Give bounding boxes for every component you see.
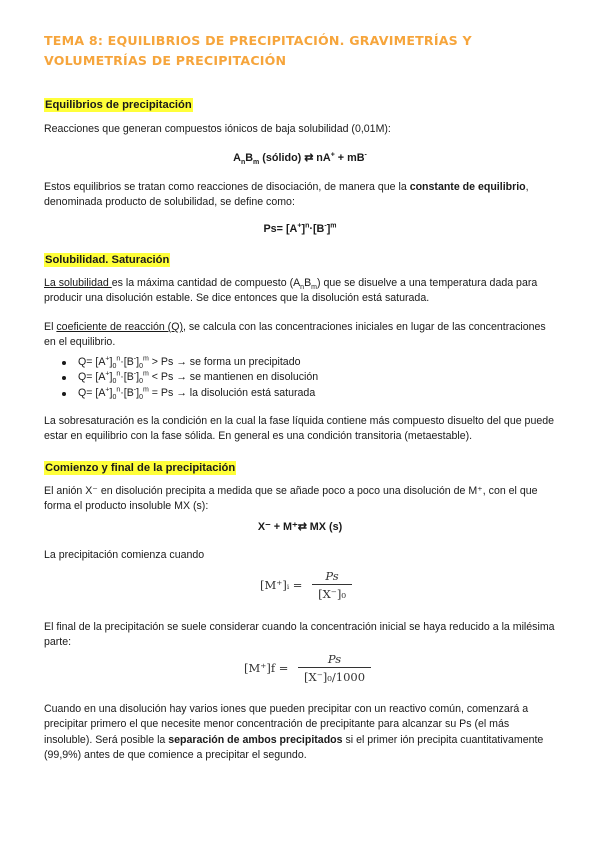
comienzo-paragraph-1: El anión X⁻ en disolución precipita a medida que se añade poco a poco una disolución de M⁺, con el que forma el producto insoluble MX (s):: [44, 485, 538, 513]
comienzo-paragraph-3: El final de la precipitación se suele considerar cuando la concentración inicial se haya reducido a la milésima parte:: [44, 621, 555, 649]
section-heading-comienzo: Comienzo y final de la precipitación: [45, 462, 236, 474]
solubility-product-formula: $Ps= [A^+]^n\cdot[B^-]^m$: [263, 222, 337, 235]
start-precipitation-formula: [M⁺]ᵢ = $\frac{Ps}{\text{[X⁻]₀}}$: [260, 569, 352, 601]
dissociation-reaction: $A_nB_m$ (sólido) ⇄ nA+ + mB-: [233, 151, 367, 167]
solubilidad-paragraph-2: El coeficiente de reacción (Q), se calcula con las concentraciones iniciales en lugar de las concentraciones en el equilibrio.: [44, 321, 546, 349]
list-item: $Q= [A^+]_0^n\cdot[B^-]_0^m > Ps$ → se forma un precipitado: [44, 355, 318, 370]
section-heading-solubilidad: Solubilidad. Saturación: [45, 254, 170, 266]
section-heading-equilibrios: Equilibrios de precipitación: [45, 99, 192, 111]
precipitation-reaction: X⁻ + M⁺⇄ MX (s): [257, 521, 343, 533]
solubilidad-paragraph-1: La solubilidad es la máxima cantidad de compuesto $(A_nB_m)$ que se disuelve a una temperatura dada para producir una disolución estable. Se dice entonces que la disolución está saturada.: [44, 277, 538, 305]
comienzo-paragraph-2: La precipitación comienza cuando: [44, 549, 205, 561]
equilibrios-paragraph-2: Estos equilibrios se tratan como reacciones de disociación, de manera que la constante de equilibrio, denominada producto de solubilidad, se define como:: [44, 181, 529, 209]
end-precipitation-formula: [M⁺]f = $\frac{Ps}{\text{[X⁻]₀/1000}}$: [244, 652, 371, 684]
sobresaturacion-paragraph: La sobresaturación es la condición en la cual la fase líquida contiene más compuesto disuelto del que puede estar en equilibrio con la fase sólida. En general es una condición transitoria (metaestable).: [44, 415, 555, 443]
equilibrios-intro: Reacciones que generan compuestos iónicos de baja solubilidad (0,01M):: [44, 123, 391, 135]
page-title: TEMA 8: EQUILIBRIOS DE PRECIPITACIÓN. GRAVIMETRÍAS Y VOLUMETRÍAS DE PRECIPITACIÓN: [44, 33, 472, 68]
comienzo-paragraph-4: Cuando en una disolución hay varios iones que pueden precipitar con un reactivo común, comenzará a precipitar primero el que necesite menor concentración de precipitante para alcanzar su Ps (el más insoluble). Será posible la separación de ambos precipitados si el primer ión precipita cuantitativamente (99,9%) antes de que comience a precipitar el segundo.: [44, 703, 544, 762]
q-conditions-list: [44, 355, 318, 401]
list-item: $Q= [A^+]_0^n\cdot[B^-]_0^m = Ps$ → la disolución está saturada: [44, 386, 318, 401]
list-item: $Q= [A^+]_0^n\cdot[B^-]_0^m < Ps$ → se mantienen en disolución: [44, 370, 318, 385]
